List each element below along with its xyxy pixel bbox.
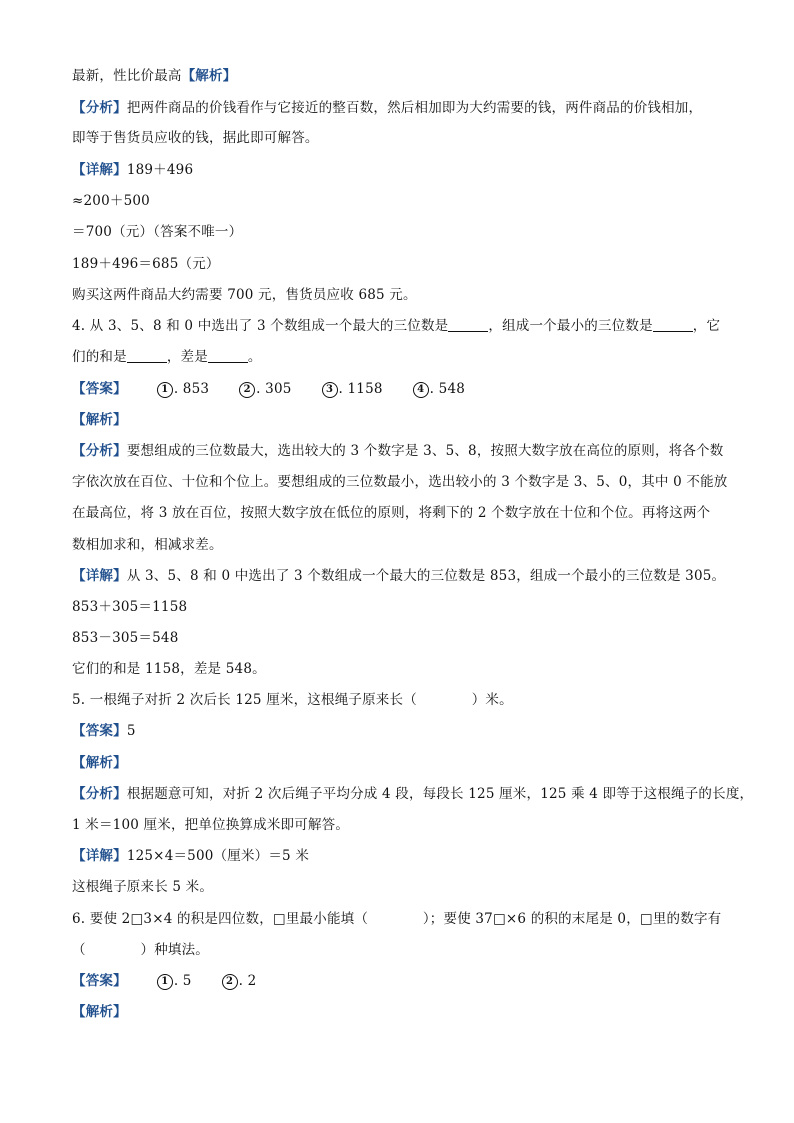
tag-jiexi: 【解析】: [72, 755, 127, 771]
line-31: [72, 1002, 732, 1022]
answer-value: . 305: [256, 381, 292, 397]
answer-item: [157, 379, 209, 399]
line-7: [72, 254, 732, 274]
circled-number: 3: [322, 382, 338, 398]
tag-xiangjie: 【详解】: [72, 162, 127, 178]
line-20: [72, 659, 732, 679]
answer-item: [413, 379, 465, 399]
line-17: [72, 566, 732, 586]
text: 字依次放在百位、十位和个位上。要想组成的三位数最小，选出较小的 3 个数字是 3、5、0，其中 0 不能放: [72, 474, 728, 490]
answer-value: . 5: [173, 973, 192, 989]
line-16: [72, 535, 732, 555]
text: 189＋496: [126, 162, 194, 178]
question-6-line-1: [72, 909, 732, 929]
tag-jiexi: 【解析】: [72, 1004, 127, 1020]
line-26: [72, 846, 732, 866]
answer-line-q5: [72, 721, 732, 741]
answer-value: . 1158: [338, 381, 383, 397]
line-12: [72, 410, 732, 430]
text: 们的和是: [72, 349, 127, 365]
line-15: [72, 503, 732, 523]
text: 6. 要使 2□3×4 的积是四位数，□里最小能填（ ）；要使 37□×6 的积的末尾是 0，□里的数字有: [72, 911, 722, 927]
line-4: [72, 160, 732, 180]
circled-number: 1: [157, 382, 173, 398]
question-6-line-2: [72, 940, 732, 960]
answer-blank: [448, 317, 488, 332]
text: 在最高位，将 3 放在百位，按照大数字放在低位的原则，将剩下的 2 个数字放在十位和个位。再将这两个: [72, 505, 711, 521]
text: ，差是: [166, 349, 208, 365]
circled-number: 1: [157, 974, 173, 990]
text: 这根绳子原来长 5 米。: [72, 879, 214, 895]
answer-blank: [208, 348, 248, 363]
text: 即等于售货员应收的钱，据此即可解答。: [72, 130, 319, 146]
answer-line-q6: [72, 971, 732, 991]
text: 要想组成的三位数最大，选出较大的 3 个数字是 3、5、8，按照大数字放在高位的原则，将各个数: [126, 443, 724, 459]
tag-xiangjie: 【详解】: [72, 568, 127, 584]
tag-analysis: 【解析】: [181, 68, 237, 84]
text: ＝700（元）（答案不唯一）: [72, 224, 243, 240]
answer-value: . 853: [173, 381, 210, 397]
question-5: [72, 690, 732, 710]
tag-jiexi: 【解析】: [72, 412, 127, 428]
question-4-line-1: [72, 316, 732, 336]
line-19: [72, 628, 732, 648]
text: 4. 从 3、5、8 和 0 中选出了 3 个数组成一个最大的三位数是: [72, 318, 449, 334]
line-5: [72, 191, 732, 211]
line-14: [72, 472, 732, 492]
answer-line-q4: [72, 379, 732, 399]
answer-item: [322, 379, 383, 399]
answer-item: [222, 971, 257, 991]
text: 根据题意可知，对折 2 次后绳子平均分成 4 段，每段长 125 厘米，125 乘 4 即等于这根绳子的长度，: [126, 786, 754, 802]
text: 189＋496＝685（元）: [72, 256, 220, 272]
text: 125×4＝500（厘米）＝5 米: [126, 848, 310, 864]
tag-fenxi: 【分析】: [72, 786, 127, 802]
line-23: [72, 753, 732, 773]
answer-value: 5: [126, 723, 136, 739]
answer-value: . 2: [238, 973, 257, 989]
text: 它们的和是 1158，差是 548。: [72, 661, 266, 677]
answer-blank: [653, 317, 693, 332]
tag-answer: 【答案】: [72, 381, 127, 397]
text: 。: [247, 349, 262, 365]
text: 最新，性比价最高: [72, 68, 182, 84]
answer-item: [157, 971, 192, 991]
text: 购买这两件商品大约需要 700 元，售货员应收 685 元。: [72, 287, 417, 303]
tag-answer: 【答案】: [72, 973, 127, 989]
circled-number: 4: [413, 382, 429, 398]
text: ，它: [692, 318, 721, 334]
line-3: [72, 128, 732, 148]
line-24: [72, 784, 754, 804]
line-6: [72, 222, 732, 242]
circled-number: 2: [239, 382, 255, 398]
tag-answer: 【答案】: [72, 723, 127, 739]
text: 5. 一根绳子对折 2 次后长 125 厘米，这根绳子原来长（ ）米。: [72, 692, 513, 708]
tag-fenxi: 【分析】: [72, 443, 127, 459]
text: （ ）种填法。: [72, 942, 209, 958]
answer-item: [239, 379, 291, 399]
question-4-line-2: [72, 347, 732, 367]
text: 数相加求和，相减求差。: [72, 537, 223, 553]
text: 把两件商品的价钱看作与它接近的整百数，然后相加即为大约需要的钱，两件商品的价钱相加，: [126, 100, 703, 116]
line-8: [72, 285, 732, 305]
answer-value: . 548: [429, 381, 466, 397]
answer-blank: [127, 348, 167, 363]
text: ，组成一个最小的三位数是: [488, 318, 653, 334]
text: 853－305＝548: [72, 630, 179, 646]
circled-number: 2: [222, 974, 238, 990]
text: 1 米＝100 厘米，把单位换算成米即可解答。: [72, 817, 350, 833]
tag-fenxi: 【分析】: [72, 100, 127, 116]
tag-xiangjie: 【详解】: [72, 848, 127, 864]
line-2: [72, 98, 732, 118]
text: ≈200＋500: [72, 193, 150, 209]
text: 853＋305＝1158: [72, 599, 188, 615]
line-27: [72, 877, 732, 897]
line-13: [72, 441, 732, 461]
line-1: [72, 66, 732, 86]
line-25: [72, 815, 732, 835]
line-18: [72, 597, 732, 617]
text: 从 3、5、8 和 0 中选出了 3 个数组成一个最大的三位数是 853，组成一个最小的三位数是 305。: [126, 568, 726, 584]
